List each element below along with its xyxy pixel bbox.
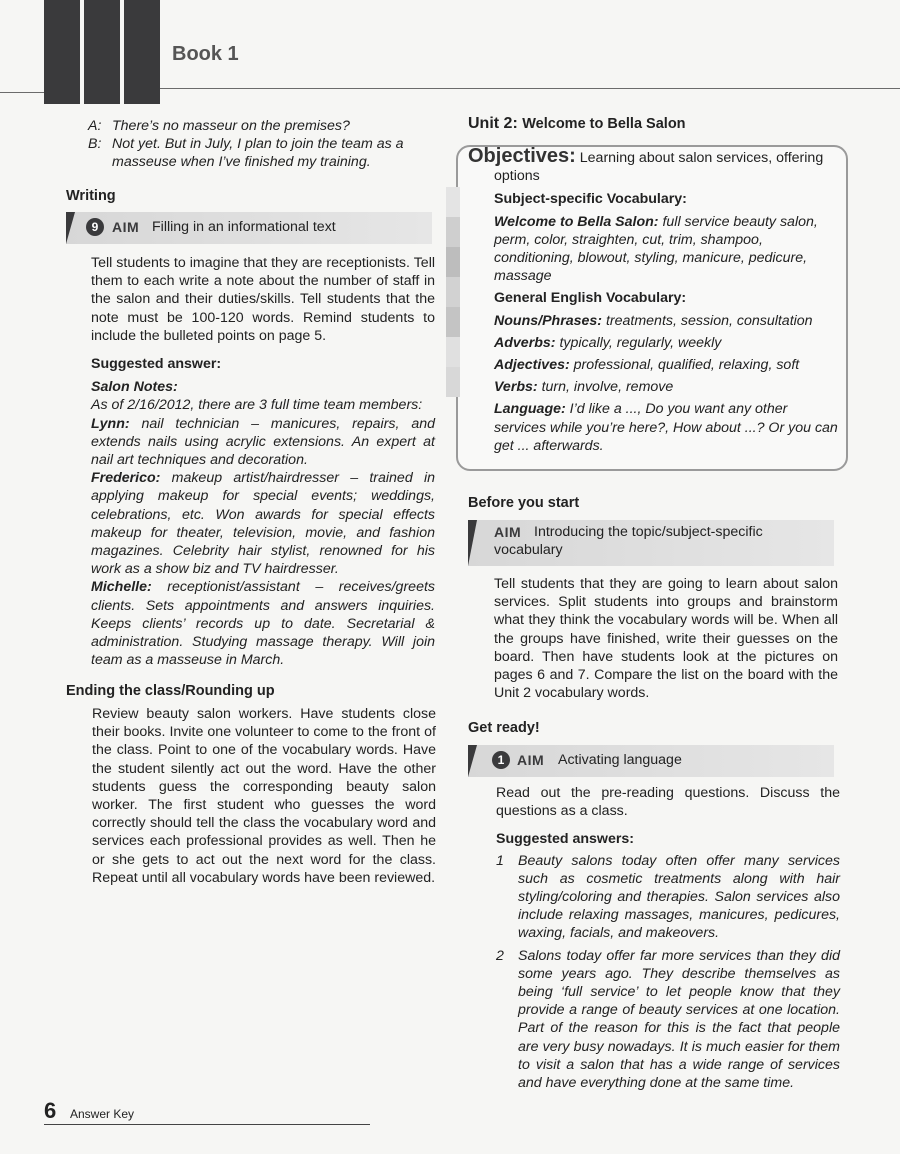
aim-flag [468,745,477,777]
aim-label: AIM [112,219,140,235]
exercise-number-badge: 1 [492,751,510,769]
get-ready-heading: Get ready! [468,720,540,736]
objectives-content [468,147,840,455]
vocab-language: Language: I’d like a ..., Do you want any other services while you’re here?, How about ...? Or you can get ... afterwards. [494,401,838,454]
aim-banner-get-ready [468,745,834,777]
subject-vocab-heading: Subject-specific Vocabulary: [494,191,687,208]
dialogue [88,117,438,172]
before-body: Tell students that they are going to learn about salon services. Split students into groups and brainstorm what they think the vocabulary words will be. When all the groups have finished, write their guesses on the board. Then have students look at the pictures on pages 6 and 7. Compare the list on the board with the Unit 2 vocabulary words. [494,576,838,702]
aim-flag [66,212,75,244]
member-michelle: Michelle: receptionist/assistant – receives/greets clients. Sets appointments and answers inquiries. Keeps clients’ records up to date. Secretarial & administration. Studying massage therapy. Will join team as a masseuse in March. [91,579,435,669]
writing-instructions [91,254,435,669]
before-section [494,575,838,702]
page-number: 6 [44,1098,57,1123]
answer-number: 2 [496,947,504,964]
get-ready-body: Read out the pre-reading questions. Discuss the questions as a class. [496,785,840,820]
header-bars-decoration [44,0,160,104]
vocab-nouns: Nouns/Phrases: treatments, session, consultation [494,312,813,329]
vocab-verbs: Verbs: turn, involve, remove [494,379,674,396]
salon-notes-title: Salon Notes: [91,379,178,396]
suggested-answers-heading: Suggested answers: [496,831,634,848]
footer-rule [44,1124,370,1125]
aim-label: AIM [517,752,545,768]
answer-number: 1 [496,852,504,869]
exercise-number-badge: 9 [86,218,104,236]
get-ready-section [496,784,840,1092]
aim-text-line2: vocabulary [494,542,563,558]
book-title: Book 1 [172,43,239,65]
objectives-line: Objectives: Learning about salon services, offering options [468,145,824,185]
dialogue-line-b: B: Not yet. But in July, I plan to join the team as a masseuse when I’ve finished my training. [88,136,404,171]
ending-section [92,705,436,887]
member-frederico: Frederico: makeup artist/hairdresser – trained in applying makeup for special events; weddings, celebrations, etc. Won awards for special effects makeup for theater, television, movie, and fashion magazines. Celebrity hair stylist, renowned for his work as a show biz and TV hairdresser. [91,470,435,578]
footer-label: Answer Key [70,1107,135,1121]
salon-notes-intro: As of 2/16/2012, there are 3 full time team members: [91,397,423,414]
aim-text: Activating language [558,752,682,768]
member-lynn: Lynn: nail technician – manicures, repairs, and extends nails using acrylic extensions. An expert at nail art techniques and decoration. [91,415,435,469]
aim-flag [468,520,477,566]
writing-body: Tell students to imagine that they are receptionists. Tell them to each write a note about the number of staff in the salon and their duties/skills. Tell students that the note must be 100-120 words. Remind students to include the bulleted points on page 5. [91,255,435,344]
vocab-adverbs: Adverbs: typically, regularly, weekly [494,334,722,351]
answer-item [496,852,840,943]
aim-text: Filling in an informational text [152,219,336,235]
aim-text-line1: Introducing the topic/subject-specific [534,524,763,540]
ending-heading: Ending the class/Rounding up [66,683,275,699]
unit-name: Welcome to Bella Salon [522,116,686,132]
dialogue-line-a: A: There’s no masseur on the premises? [88,118,350,134]
unit-title: Unit 2: Welcome to Bella Salon [468,115,686,132]
vocab-adjectives: Adjectives: professional, qualified, relaxing, soft [494,357,800,374]
aim-banner-before [468,520,834,566]
header-rule-left [0,92,44,93]
subject-vocab-list: Welcome to Bella Salon: full service beauty salon, perm, color, straighten, cut, trim, shampoo, conditioning, blowout, styling, manicure, pedicure, massage [494,213,818,285]
aim-label: AIM [494,524,522,540]
general-vocab-heading: General English Vocabulary: [494,290,687,307]
before-you-start-heading: Before you start [468,495,580,511]
header-rule [160,88,900,89]
ending-body: Review beauty salon workers. Have students close their books. Invite one volunteer to come to the front of the class. Point to one of the vocabulary words. Have the student silently act out the word. Have the other students guess the corresponding beauty salon worker. The first student who guesses the word correctly should tell the class the vocabulary word and services each professional provides as well. Then he or she gets to act out the next word for the class. Repeat until all vocabulary words have been reviewed. [92,706,436,886]
answer-item [496,947,840,1093]
writing-heading: Writing [66,188,116,204]
answer-text: Salons today offer far more services than they did some years ago. They describe themselves as being ‘full service’ to let people know that they provide a range of beauty services at one location. Part of the reason for this is the fact that people are very busy nowadays. It is much easier for them to visit a salon that has a wide range of services and have everything done at the same time. [518,947,840,1092]
suggested-answer-heading: Suggested answer: [91,356,222,373]
aim-banner-writing [66,212,432,244]
objectives-label: Objectives: [468,145,576,167]
answer-text: Beauty salons today often offer many services such as cosmetic treatments along with hair styling/coloring and therapies. Salon services also include relaxing massages, manicures, pedicures, waxing, facials, and makeovers. [518,852,840,942]
